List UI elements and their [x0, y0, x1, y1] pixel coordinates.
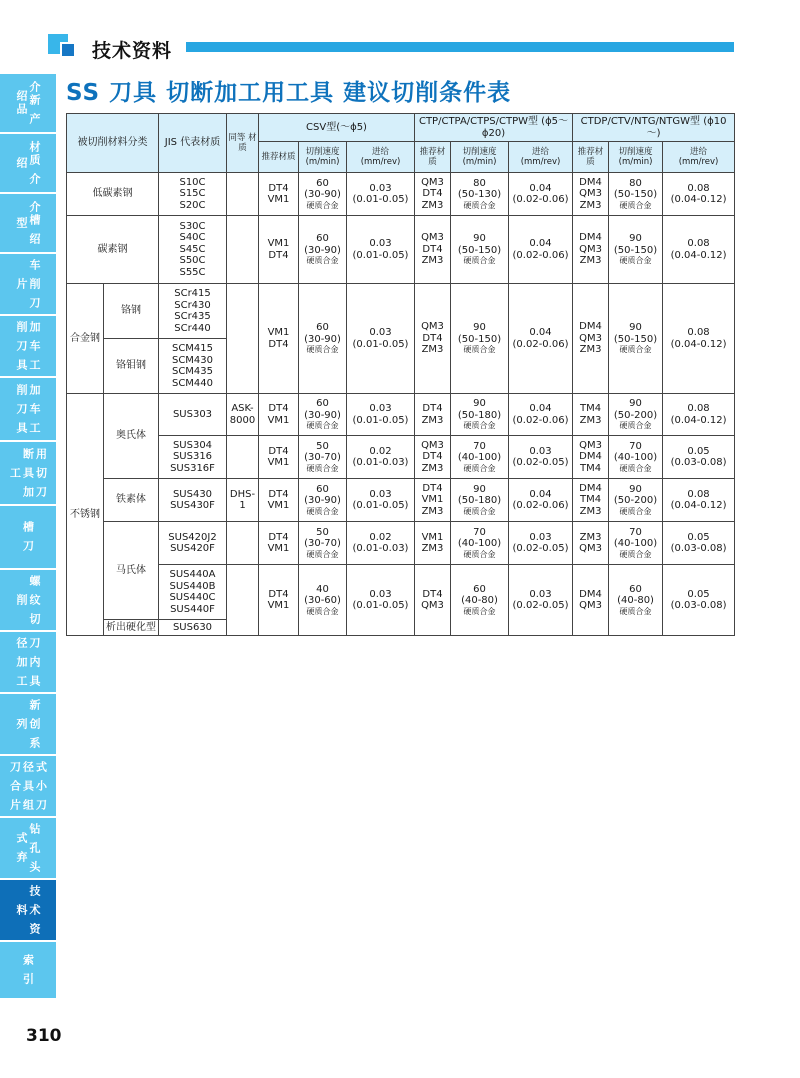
table-row — [67, 479, 735, 522]
jis-cell: SCr415 SCr430 SCr435 SCr440 — [159, 284, 227, 339]
equiv-cell: ASK- 8000 — [227, 394, 259, 436]
speed-cell: 90 (50-150) 硬质合金 — [451, 216, 509, 284]
grade-cell: DT4 VM1 — [259, 522, 299, 565]
speed-cell: 60 (30-90) 硬质合金 — [299, 479, 347, 522]
header-equivalent: 同等 材质 — [227, 114, 259, 173]
header-ctdp-group: CTDP/CTV/NTG/NTGW型 (ϕ10～) — [573, 114, 735, 142]
sidebar — [0, 74, 56, 1000]
speed-cell: 70 (40-100) 硬质合金 — [609, 522, 663, 565]
grade-cell: DM4 QM3 ZM3 — [573, 216, 609, 284]
table-row — [67, 173, 735, 216]
table-row — [67, 565, 735, 620]
feed-cell: 0.03 (0.02-0.05) — [509, 522, 573, 565]
cutting-conditions-table — [66, 113, 734, 636]
equiv-cell — [227, 284, 259, 394]
grade-cell: DT4 ZM3 — [415, 394, 451, 436]
grade-cell: VM1 ZM3 — [415, 522, 451, 565]
feed-cell: 0.03 (0.01-0.05) — [347, 173, 415, 216]
header-grade: 推荐材质 — [415, 142, 451, 173]
equiv-cell — [227, 173, 259, 216]
feed-cell: 0.03 (0.01-0.05) — [347, 565, 415, 636]
speed-cell: 80 (50-150) 硬质合金 — [609, 173, 663, 216]
header-jis: JIS 代表材质 — [159, 114, 227, 173]
section-title: 技术资料 — [92, 40, 173, 62]
sidebar-item-boring[interactable]: 刀 内 具 径 加 工 — [0, 632, 56, 694]
material-subclass-cell: 马氏体 — [104, 522, 159, 620]
table-row — [67, 394, 735, 436]
feed-cell: 0.03 (0.01-0.05) — [347, 284, 415, 394]
jis-cell: S30C S40C S45C S50C S55C — [159, 216, 227, 284]
jis-cell: SUS630 — [159, 620, 227, 636]
speed-cell: 40 (30-60) 硬质合金 — [299, 565, 347, 636]
jis-cell: SUS430 SUS430F — [159, 479, 227, 522]
grade-cell: DT4 VM1 — [259, 565, 299, 636]
speed-cell: 50 (30-70) 硬质合金 — [299, 522, 347, 565]
feed-cell: 0.03 (0.02-0.05) — [509, 565, 573, 636]
page-title: SS 刀具 切断加工用工具 建议切削条件表 — [66, 80, 512, 106]
material-class-cell: 合金钢 — [67, 284, 104, 394]
jis-cell: SCM415 SCM430 SCM435 SCM440 — [159, 339, 227, 394]
grade-cell: DM4 QM3 ZM3 — [573, 173, 609, 216]
speed-cell: 90 (50-150) 硬质合金 — [609, 216, 663, 284]
grade-cell: QM3 DT4 ZM3 — [415, 173, 451, 216]
material-class-cell: 碳素钢 — [67, 216, 159, 284]
grade-cell: QM3 DM4 TM4 — [573, 436, 609, 479]
grade-cell: DM4 TM4 ZM3 — [573, 479, 609, 522]
speed-cell: 60 (40-80) 硬质合金 — [609, 565, 663, 636]
speed-cell: 60 (30-90) 硬质合金 — [299, 284, 347, 394]
sidebar-item-new-series[interactable]: 新 创 系 列 — [0, 694, 56, 756]
grade-cell: DT4 VM1 — [259, 394, 299, 436]
sidebar-item-new-products[interactable]: 介新 产 绍品 — [0, 74, 56, 134]
feed-cell: 0.03 (0.01-0.05) — [347, 394, 415, 436]
speed-cell: 60 (30-90) 硬质合金 — [299, 216, 347, 284]
material-subclass-cell: 奥氏体 — [104, 394, 159, 479]
sidebar-item-turning-inserts[interactable]: 车 削 刀 片 — [0, 254, 56, 316]
grade-cell: DM4 QM3 — [573, 565, 609, 636]
equiv-cell: DHS-1 — [227, 479, 259, 522]
speed-cell: 90 (50-200) 硬质合金 — [609, 394, 663, 436]
table-row — [67, 284, 735, 339]
grade-cell: DM4 QM3 ZM3 — [573, 284, 609, 394]
header-square-icon-2 — [60, 42, 76, 58]
equiv-cell — [227, 522, 259, 565]
speed-cell: 70 (40-100) 硬质合金 — [451, 522, 509, 565]
table-row — [67, 436, 735, 479]
jis-cell: SUS304 SUS316 SUS316F — [159, 436, 227, 479]
header-feed: 进给 (mm/rev) — [509, 142, 573, 173]
header-csv-group: CSV型(～ϕ5) — [259, 114, 415, 142]
grade-cell: TM4 ZM3 — [573, 394, 609, 436]
speed-cell: 90 (50-200) 硬质合金 — [609, 479, 663, 522]
sidebar-item-drills[interactable]: 钻 孔 头 式 弃 — [0, 818, 56, 880]
feed-cell: 0.02 (0.01-0.03) — [347, 436, 415, 479]
header-speed: 切削速度 (m/min) — [609, 142, 663, 173]
speed-cell: 90 (50-150) 硬质合金 — [609, 284, 663, 394]
speed-cell: 90 (50-150) 硬质合金 — [451, 284, 509, 394]
speed-cell: 90 (50-180) 硬质合金 — [451, 479, 509, 522]
grade-cell: QM3 DT4 ZM3 — [415, 436, 451, 479]
grade-cell: DT4 VM1 — [259, 173, 299, 216]
grade-cell: DT4 VM1 — [259, 436, 299, 479]
sidebar-item-index[interactable]: 索 引 — [0, 942, 56, 1000]
feed-cell: 0.03 (0.02-0.05) — [509, 436, 573, 479]
speed-cell: 60 (30-90) 硬质合金 — [299, 173, 347, 216]
feed-cell: 0.04 (0.02-0.06) — [509, 216, 573, 284]
header-material-class: 被切削材料分类 — [67, 114, 159, 173]
feed-cell: 0.08 (0.04-0.12) — [663, 479, 735, 522]
sidebar-item-grades[interactable]: 材质 介绍 — [0, 134, 56, 194]
sidebar-item-turning-tools-2[interactable]: 加 车 工 削 刀 具 — [0, 378, 56, 442]
material-subclass-cell: 铁素体 — [104, 479, 159, 522]
sidebar-item-technical-data[interactable]: 技 术 资 料 — [0, 880, 56, 942]
grade-cell: DT4 VM1 — [259, 479, 299, 522]
header-speed: 切削速度 (m/min) — [451, 142, 509, 173]
material-subclass-cell: 铬钢 — [104, 284, 159, 339]
feed-cell: 0.05 (0.03-0.08) — [663, 522, 735, 565]
feed-cell: 0.03 (0.01-0.05) — [347, 216, 415, 284]
header-ctp-group: CTP/CTPA/CTPS/CTPW型 (ϕ5～ϕ20) — [415, 114, 573, 142]
header-speed: 切削速度 (m/min) — [299, 142, 347, 173]
speed-cell: 60 (40-80) 硬质合金 — [451, 565, 509, 636]
material-class-cell: 低碳素钢 — [67, 173, 159, 216]
sidebar-item-threading[interactable]: 螺 纹 切 削 — [0, 570, 56, 632]
sidebar-item-chipbreaker[interactable]: 介槽 绍 型 — [0, 194, 56, 254]
jis-cell: SUS303 — [159, 394, 227, 436]
sidebar-item-turning-tools[interactable]: 加 车 工 削 刀 具 — [0, 316, 56, 378]
table-row — [67, 216, 735, 284]
feed-cell: 0.08 (0.04-0.12) — [663, 394, 735, 436]
feed-cell: 0.08 (0.04-0.12) — [663, 284, 735, 394]
grade-cell: QM3 DT4 ZM3 — [415, 284, 451, 394]
grade-cell: DT4 VM1 ZM3 — [415, 479, 451, 522]
equiv-cell — [227, 436, 259, 479]
feed-cell: 0.02 (0.01-0.03) — [347, 522, 415, 565]
table-row — [67, 522, 735, 565]
feed-cell: 0.04 (0.02-0.06) — [509, 284, 573, 394]
header-bar — [186, 42, 734, 52]
header-feed: 进给 (mm/rev) — [347, 142, 415, 173]
grade-cell: VM1 DT4 — [259, 216, 299, 284]
sidebar-item-grooving[interactable]: 槽 刀 — [0, 506, 56, 570]
feed-cell: 0.08 (0.04-0.12) — [663, 173, 735, 216]
material-subclass-cell: 铬钼钢 — [104, 339, 159, 394]
feed-cell: 0.04 (0.02-0.06) — [509, 479, 573, 522]
speed-cell: 60 (30-90) 硬质合金 — [299, 394, 347, 436]
sidebar-item-cutoff-tools[interactable]: 用 切 刀 断 具 加 工 — [0, 442, 56, 506]
header-feed: 进给 (mm/rev) — [663, 142, 735, 173]
sidebar-item-small-tools[interactable]: 式 小 刀 径 具 组 刀 合 片 — [0, 756, 56, 818]
feed-cell: 0.04 (0.02-0.06) — [509, 173, 573, 216]
feed-cell: 0.08 (0.04-0.12) — [663, 216, 735, 284]
material-subclass-cell: 析出硬化型 — [104, 620, 159, 636]
material-class-cell: 不锈钢 — [67, 394, 104, 636]
jis-cell: S10C S15C S20C — [159, 173, 227, 216]
jis-cell: SUS440A SUS440B SUS440C SUS440F — [159, 565, 227, 620]
feed-cell: 0.03 (0.01-0.05) — [347, 479, 415, 522]
feed-cell: 0.05 (0.03-0.08) — [663, 565, 735, 636]
equiv-cell — [227, 216, 259, 284]
speed-cell: 50 (30-70) 硬质合金 — [299, 436, 347, 479]
speed-cell: 90 (50-180) 硬质合金 — [451, 394, 509, 436]
grade-cell: ZM3 QM3 — [573, 522, 609, 565]
jis-cell: SUS420J2 SUS420F — [159, 522, 227, 565]
grade-cell: QM3 DT4 ZM3 — [415, 216, 451, 284]
speed-cell: 80 (50-130) 硬质合金 — [451, 173, 509, 216]
grade-cell: VM1 DT4 — [259, 284, 299, 394]
header-grade: 推荐材质 — [573, 142, 609, 173]
header-grade: 推荐材质 — [259, 142, 299, 173]
page-number: 310 — [26, 1026, 62, 1046]
equiv-cell — [227, 565, 259, 636]
feed-cell: 0.04 (0.02-0.06) — [509, 394, 573, 436]
speed-cell: 70 (40-100) 硬质合金 — [609, 436, 663, 479]
feed-cell: 0.05 (0.03-0.08) — [663, 436, 735, 479]
grade-cell: DT4 QM3 — [415, 565, 451, 636]
speed-cell: 70 (40-100) 硬质合金 — [451, 436, 509, 479]
